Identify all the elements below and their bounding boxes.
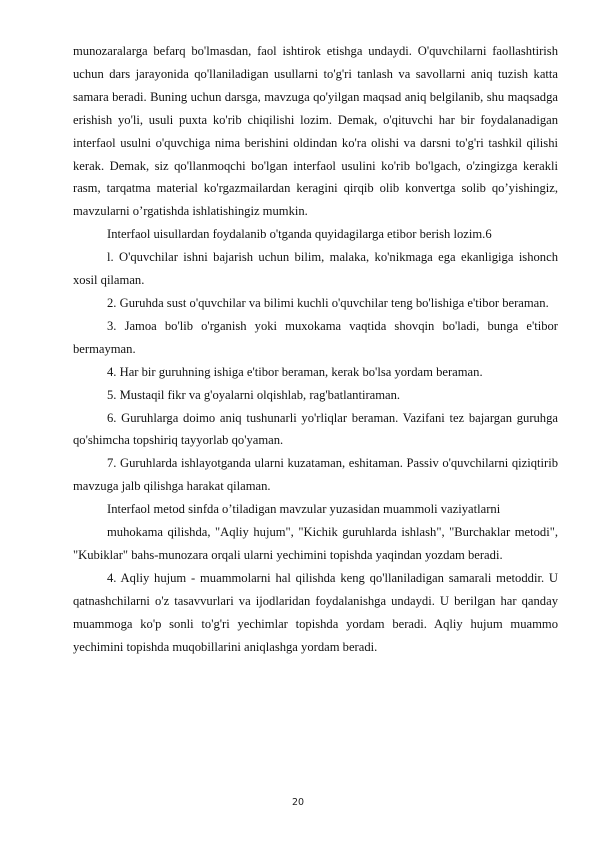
list-item-6: 6. Guruhlarga doimo aniq tushunarli yo'rliqlar beraman. Vazifani tez bajargan guruhga qo'shimcha topshiriq tayyorlab qo'yaman. bbox=[73, 410, 558, 448]
paragraph-aqliy-hujum: 4. Aqliy hujum - muammolarni hal qilishda keng qo'llaniladigan samarali metoddir. U qatnashchilarni o'z tasavvurlari va ijodlaridan foydalanishga undaydi. U berilgan har qanday muammoga ko'p sonli to'g'ri yechimlar topishda yordam beradi. Aqliy hujum muammo yechimini topishda muqobillarini aniqlashga yordam beradi. bbox=[73, 570, 558, 654]
list-item-1: l. O'quvchilar ishni bajarish uchun bilim, malaka, ko'nikmaga ega ekanligiga ishonch xosil qilaman. bbox=[73, 250, 558, 288]
paragraph-intro: munozaralarga befarq bo'lmasdan, faol ishtirok etishga undaydi. O'quvchilarni faollashtirish uchun dars jarayonida qo'llaniladigan usullarni to'g'ri tanlash va savollarni aniq tuzish katta samara beradi. Buning uchun darsga, mavzuga qo'yilgan maqsad aniq belgilanib, shu maqsadga erishish yo'li, usuli puxta ko'rib chiqilishi lozim. Demak, o'qituvchi har bir foydalanadigan interfaol usulni o'quvchiga nima berishini oldindan ko'ra olishi va darsni to'g'ri tashkil qilishi kerak. Demak, siz qo'llanmoqchi bo'lgan interfaol usulini ko'rib bo'lgach, o'zingizga kerakli rasm, tarqatma material ko'rgazmailardan keragini qirqib olib konvertga solib qo’yishingiz, mavzularni o’rgatishda ishlatishingiz mumkin. bbox=[73, 44, 558, 219]
paragraph-muhokama: muhokama qilishda, "Aqliy hujum", "Kichik guruhlarda ishlash", "Burchaklar metodi", "Kubiklar" bahs-munozara orqali ularni yechimini topishda yaqindan yozdam beradi. bbox=[73, 525, 558, 562]
paragraph-interfaol-metod: Interfaol metod sinfda o’tiladigan mavzular yuzasidan muammoli vaziyatlarni bbox=[107, 502, 501, 517]
list-item-4: 4. Har bir guruhning ishiga e'tibor beraman, kerak bo'lsa yordam beraman. bbox=[107, 364, 483, 379]
page-number: 20 bbox=[291, 797, 305, 808]
list-item-5: 5. Mustaqil fikr va g'oyalarni olqishlab, rag'batlantiraman. bbox=[107, 387, 401, 402]
list-item-2: 2. Guruhda sust o'quvchilar va bilimi kuchli o'quvchilar teng bo'lishiga e'tibor beraman. bbox=[107, 295, 549, 310]
paragraph-list-heading: Interfaol uisullardan foydalanib o'tganda quyidagilarga etibor berish lozim.6 bbox=[107, 227, 492, 242]
document-body bbox=[73, 40, 558, 658]
list-item-3: 3. Jamoa bo'lib o'rganish yoki muxokama vaqtida shovqin bo'ladi, bunga e'tibor bermayman. bbox=[73, 318, 558, 356]
list-item-7: 7. Guruhlarda ishlayotganda ularni kuzataman, eshitaman. Passiv o'quvchilarni qiziqtirib mavzuga jalb qilishga harakat qilaman. bbox=[73, 456, 558, 494]
